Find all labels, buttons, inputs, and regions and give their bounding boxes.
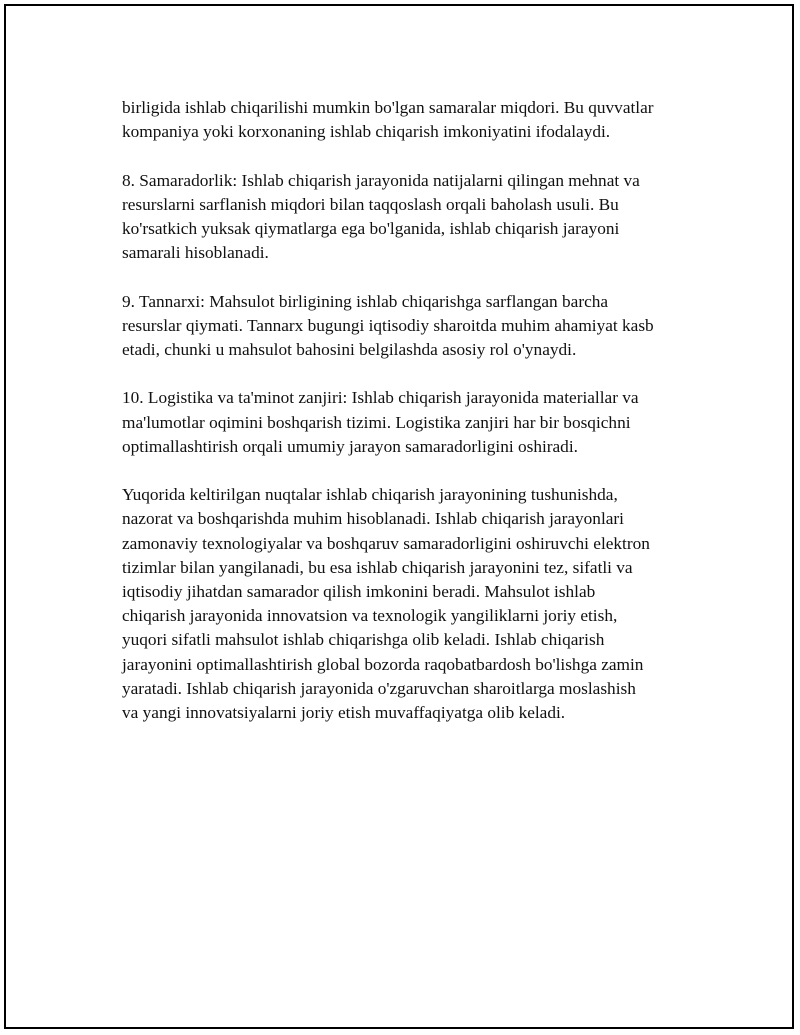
text-line: yaratadi. Ishlab chiqarish jarayonida o'zgaruvchan sharoitlarga moslashish xyxy=(122,678,636,698)
text-line: birligida ishlab chiqarilishi mumkin bo'lgan samaralar miqdori. Bu quvvatlar xyxy=(122,98,654,117)
text-line: resurslar qiymati. Tannarx bugungi iqtisodiy sharoitda muhim ahamiyat kasb xyxy=(122,315,654,335)
paragraph-capacity-continuation xyxy=(122,96,702,144)
text-line: optimallashtirish orqali umumiy jarayon samaradorligini oshiradi. xyxy=(122,436,578,456)
text-line: jarayonini optimallashtirish global bozorda raqobatbardosh bo'lishga zamin xyxy=(122,654,644,674)
text-line: tizimlar bilan yangilanadi, bu esa ishlab chiqarish jarayonini tez, sifatli va xyxy=(122,557,633,577)
text-line: etadi, chunki u mahsulot bahosini belgilashda asosiy rol o'ynaydi. xyxy=(122,340,577,359)
text-line: 10. Logistika va ta'minot zanjiri: Ishlab chiqarish jarayonida materiallar va xyxy=(122,388,639,408)
text-line: samarali hisoblanadi. xyxy=(122,243,269,263)
text-line: Yuqorida keltirilgan nuqtalar ishlab chiqarish jarayonining tushunishda, xyxy=(122,485,618,505)
paragraph-conclusion xyxy=(122,483,702,725)
paragraph-logistika xyxy=(122,386,702,459)
text-line: 9. Tannarxi: Mahsulot birligining ishlab chiqarishga sarflangan barcha xyxy=(122,291,609,311)
text-line: nazorat va boshqarishda muhim hisoblanadi. Ishlab chiqarish jarayonlari xyxy=(122,509,624,529)
text-line: va yangi innovatsiyalarni joriy etish muvaffaqiyatga olib keladi. xyxy=(122,703,566,723)
text-line: iqtisodiy jihatdan samarador qilish imkonini beradi. Mahsulot ishlab xyxy=(122,582,596,601)
text-line: chiqarish jarayonida innovatsion va texnologik yangiliklarni joriy etish, xyxy=(122,606,618,626)
page-frame xyxy=(4,4,794,1029)
paragraph-samaradorlik xyxy=(122,169,702,266)
text-line: yuqori sifatli mahsulot ishlab chiqarishga olib keladi. Ishlab chiqarish xyxy=(122,630,605,650)
text-line: ko'rsatkich yuksak qiymatlarga ega bo'lganida, ishlab chiqarish jarayoni xyxy=(122,219,620,238)
text-line: kompaniya yoki korxonaning ishlab chiqarish imkoniyatini ifodalaydi. xyxy=(122,122,611,142)
paragraph-tannarxi xyxy=(122,290,702,363)
text-line: zamonaviy texnologiyalar va boshqaruv samaradorligini oshiruvchi elektron xyxy=(122,533,650,553)
text-line: resurslarni sarflanish miqdori bilan taqqoslash orqali baholash usuli. Bu xyxy=(122,194,619,214)
document-body xyxy=(122,96,702,749)
text-line: 8. Samaradorlik: Ishlab chiqarish jarayonida natijalarni qilingan mehnat va xyxy=(122,170,640,190)
text-line: ma'lumotlar oqimini boshqarish tizimi. Logistika zanjiri har bir bosqichni xyxy=(122,412,631,432)
